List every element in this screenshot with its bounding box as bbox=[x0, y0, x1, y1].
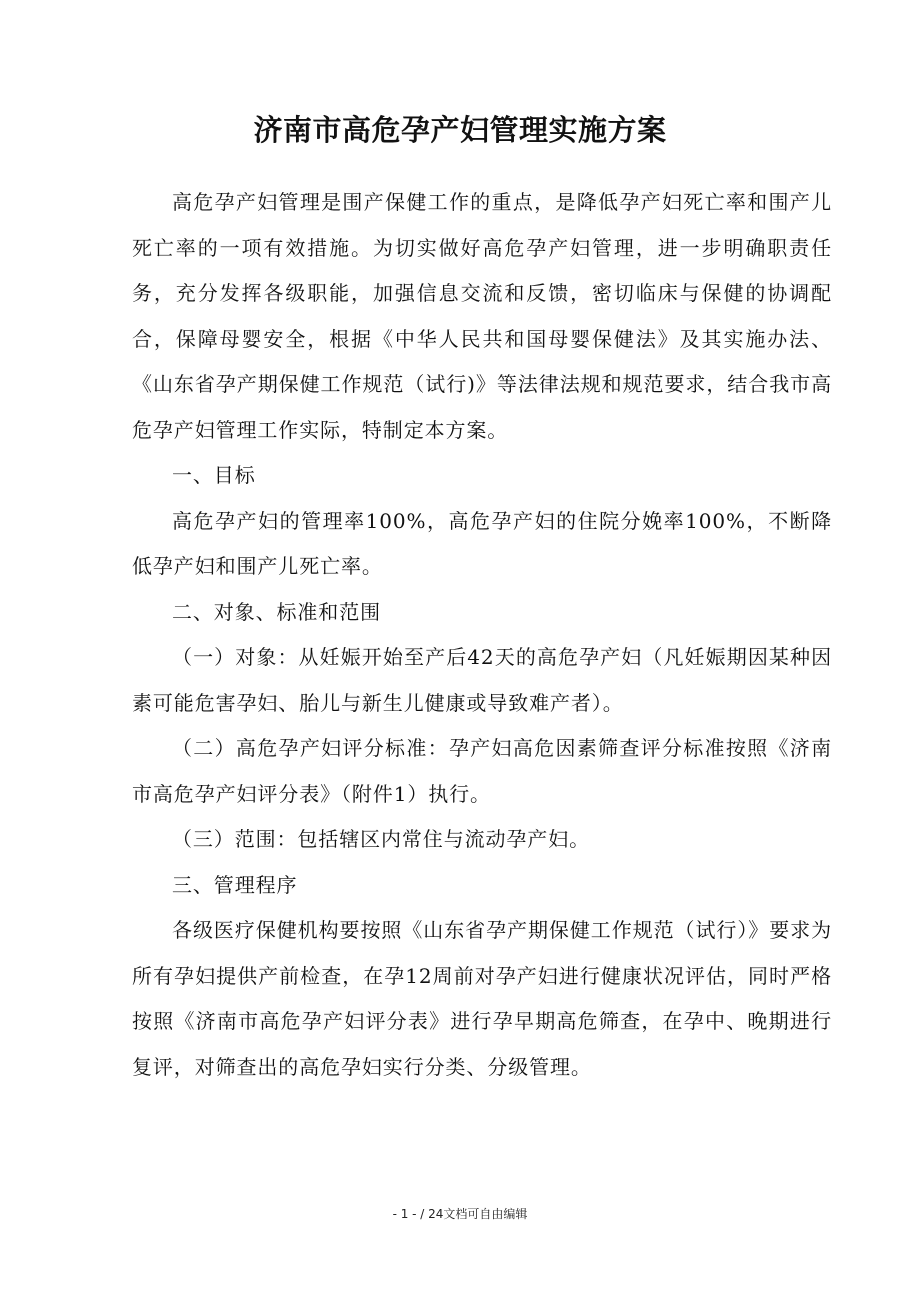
scope-item-range: （三）范围：包括辖区内常住与流动孕产妇。 bbox=[172, 827, 590, 851]
procedure-paragraph: 各级医疗保健机构要按照《山东省孕产期保健工作规范（试行）》要求为所有孕妇提供产前检查，在孕12周前对孕产妇进行健康状况评估，同时严格按照《济南市高危孕产妇评分表》进行孕早期高危筛查，在孕中、晚期进行复评，对筛查出的高危孕妇实行分类、分级管理。 bbox=[132, 918, 832, 1079]
page-footer: - 1 - / 24文档可自由编辑 bbox=[392, 1207, 528, 1221]
goals-paragraph: 高危孕产妇的管理率100%，高危孕产妇的住院分娩率100%，不断降低孕产妇和围产儿死亡率。 bbox=[132, 508, 832, 578]
section-heading-procedure: 三、管理程序 bbox=[172, 872, 298, 897]
document-title: 济南市高危孕产妇管理实施方案 bbox=[253, 113, 667, 147]
section-heading-scope: 二、对象、标准和范围 bbox=[172, 599, 381, 624]
scope-item-objects: （一）对象：从妊娠开始至产后42天的高危孕产妇（凡妊娠期因某种因素可能危害孕妇、胎儿与新生儿健康或导致难产者）。 bbox=[132, 645, 832, 715]
document-body bbox=[132, 180, 832, 1090]
scope-item-standard: （二）高危孕产妇评分标准：孕产妇高危因素筛查评分标准按照《济南市高危孕产妇评分表》（附件1）执行。 bbox=[132, 736, 832, 806]
intro-paragraph: 高危孕产妇管理是围产保健工作的重点，是降低孕产妇死亡率和围产儿死亡率的一项有效措施。为切实做好高危孕产妇管理，进一步明确职责任务，充分发挥各级职能，加强信息交流和反馈，密切临床与保健的协调配合，保障母婴安全，根据《中华人民共和国母婴保健法》及其实施办法、《山东省孕产期保健工作规范（试行)》等法律法规和规范要求，结合我市高危孕产妇管理工作实际，特制定本方案。 bbox=[132, 190, 832, 442]
section-heading-goals: 一、目标 bbox=[172, 463, 256, 487]
